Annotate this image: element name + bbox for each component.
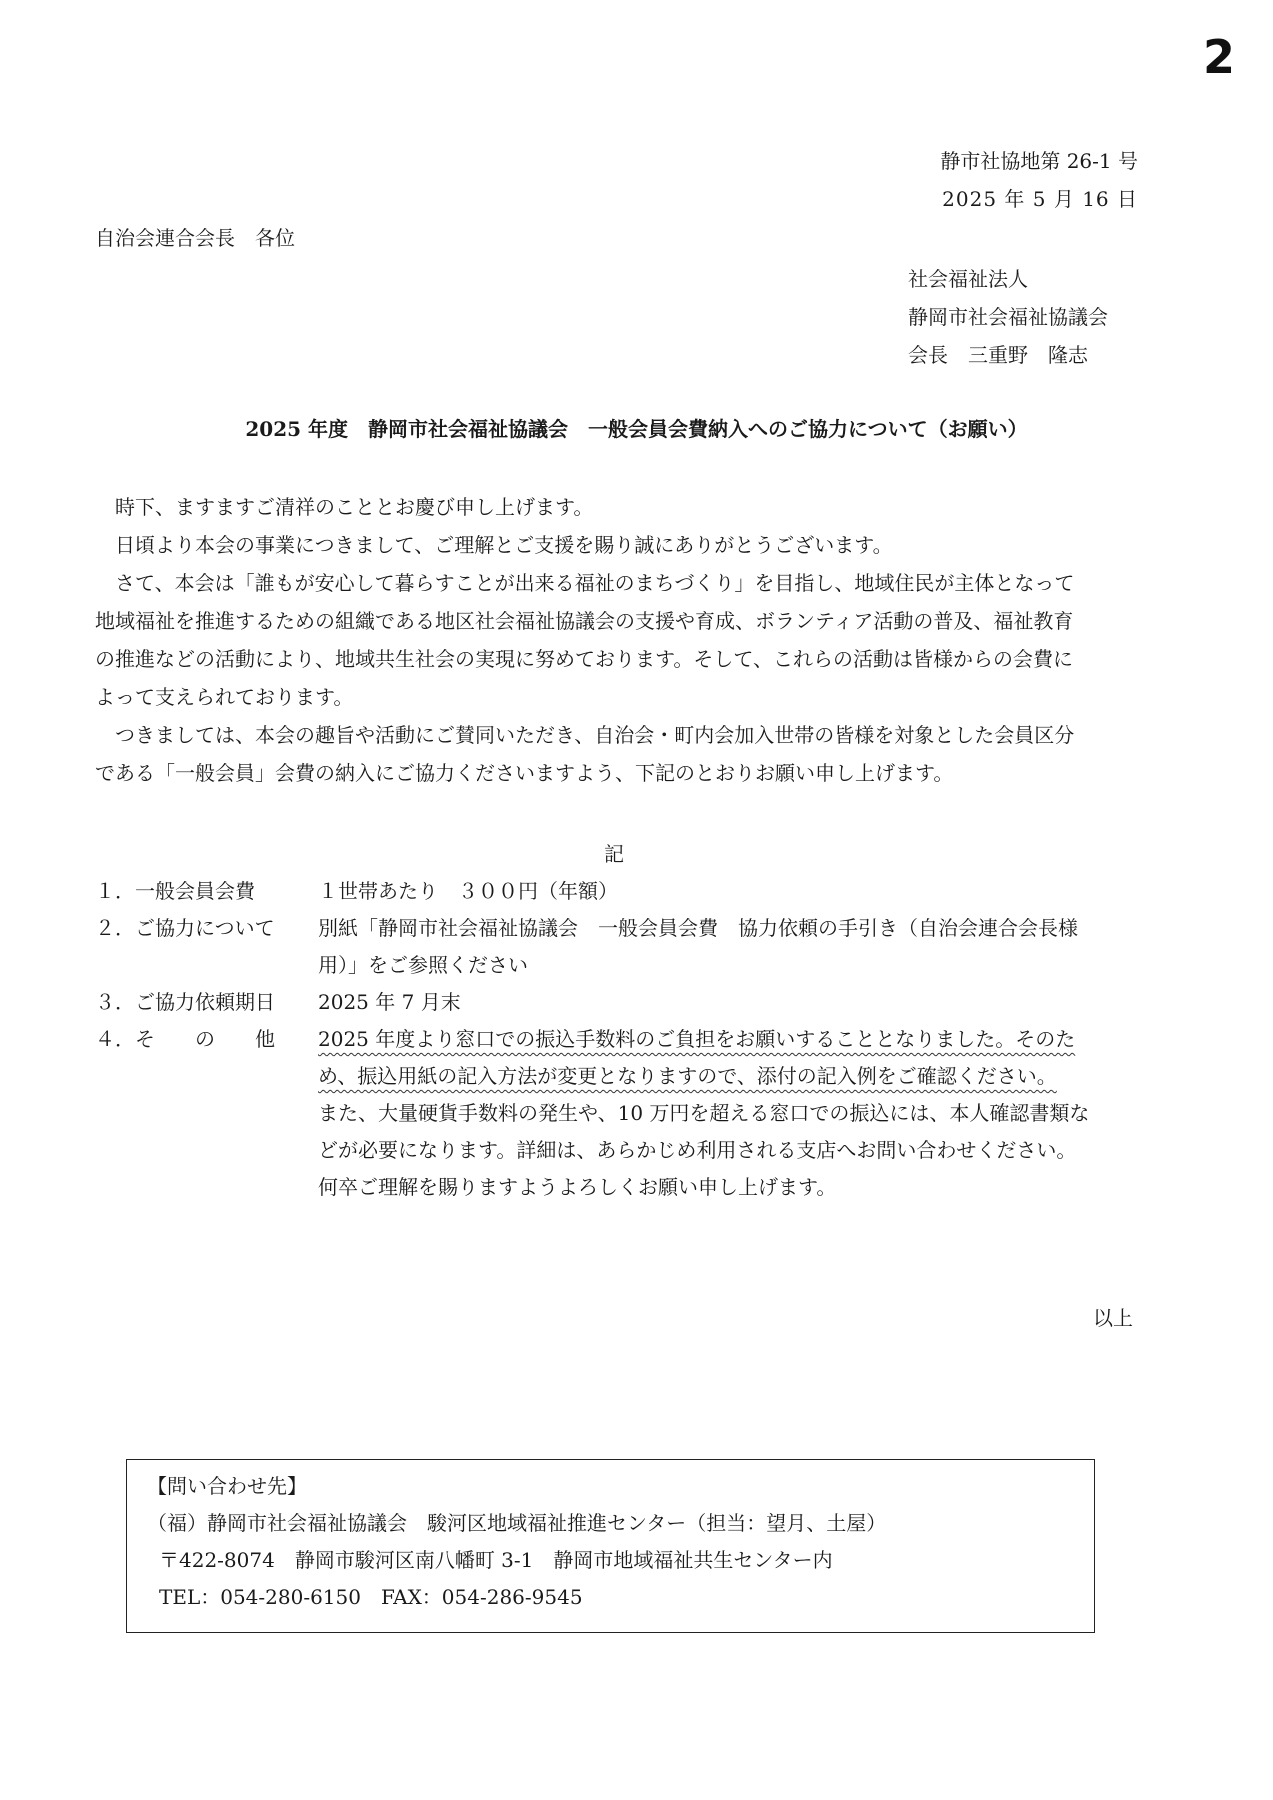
item-value <box>318 873 1095 910</box>
document-date: 2025 年 5 月 16 日 <box>942 187 1138 211</box>
contact-box <box>126 1459 1095 1633</box>
body-paragraph: 時下、ますますご清祥のこととお慶び申し上げます。 <box>115 495 594 519</box>
item-label: ３．ご協力依頼期日 <box>95 990 275 1014</box>
contact-phone: TEL：054-280-6150 FAX：054-286-9545 <box>159 1585 583 1609</box>
item-label: ４．そ の 他 <box>95 1027 275 1051</box>
body-paragraph: さて、本会は「誰もが安心して暮らすことが出来る福祉のまちづくり」を目指し、地域住民が主体となって地域福祉を推進するための組織である地区社会福祉協議会の支援や育成、ボランティア活動の普及、福祉教育の推進などの活動により、地域共生社会の実現に努めております。そして、これらの活動は皆様からの会費によって支えられております。 <box>95 571 1075 709</box>
item-value <box>318 1021 1095 1206</box>
item-label: ２．ご協力について <box>95 916 275 940</box>
item-list <box>95 873 1095 1206</box>
item-value <box>318 984 1095 1021</box>
list-item <box>95 873 1095 910</box>
highlighted-notice: 2025 年度より窓口での振込手数料のご負担をお願いすることとなりました。そのため、振込用紙の記入方法が変更となりますので、添付の記入例をご確認ください。 <box>318 1027 1076 1088</box>
closing: 以上 <box>1093 1306 1133 1330</box>
body-paragraph: つきましては、本会の趣旨や活動にご賛同いただき、自治会・町内会加入世帯の皆様を対象とした会員区分である「一般会員」会費の納入にご協力くださいますよう、下記のとおりお願い申し上げます。 <box>95 723 1075 785</box>
contact-org: （福）静岡市社会福祉協議会 駿河区地域福祉推進センター（担当：望月、土屋） <box>147 1511 887 1535</box>
contact-address: 〒422-8074 静岡市駿河区南八幡町 3-1 静岡市地域福祉共生センター内 <box>159 1548 833 1572</box>
ki-heading: 記 <box>604 842 624 866</box>
letter-body <box>95 488 1085 792</box>
reference-number: 静市社協地第 26-1 号 <box>940 149 1138 173</box>
item-value-line: 何卒ご理解を賜りますようよろしくお願い申し上げます。 <box>318 1175 837 1199</box>
list-item <box>95 1021 1095 1206</box>
recipient: 自治会連合会長 各位 <box>95 226 295 250</box>
item-label: １．一般会員会費 <box>95 879 255 903</box>
item-value-line: 別紙「静岡市社会福祉協議会 一般会員会費 協力依頼の手引き（自治会連合会長様用）」をご参照ください <box>318 916 1078 977</box>
item-value-line <box>318 1021 1095 1095</box>
page-number: 2 <box>1202 30 1235 84</box>
item-value-line: また、大量硬貨手数料の発生や、10 万円を超える窓口での振込には、本人確認書類などが必要になります。詳細は、あらかじめ利用される支店へお問い合わせください。 <box>318 1101 1090 1162</box>
item-value-line: 2025 年 7 月末 <box>318 990 461 1014</box>
contact-heading: 【問い合わせ先】 <box>147 1474 307 1498</box>
sender-org-name: 静岡市社会福祉協議会 <box>908 305 1108 329</box>
item-value-line: １世帯あたり ３００円（年額） <box>318 879 618 903</box>
list-item <box>95 910 1095 984</box>
sender-org-type: 社会福祉法人 <box>908 267 1028 291</box>
body-paragraph: 日頃より本会の事業につきまして、ご理解とご支援を賜り誠にありがとうございます。 <box>115 533 893 557</box>
sender-block <box>908 260 1108 374</box>
sender-president: 会長 三重野 隆志 <box>908 343 1088 367</box>
list-item <box>95 984 1095 1021</box>
item-value <box>318 910 1095 984</box>
document-title: 2025 年度 静岡市社会福祉協議会 一般会員会費納入へのご協力について（お願い） <box>245 417 1028 441</box>
